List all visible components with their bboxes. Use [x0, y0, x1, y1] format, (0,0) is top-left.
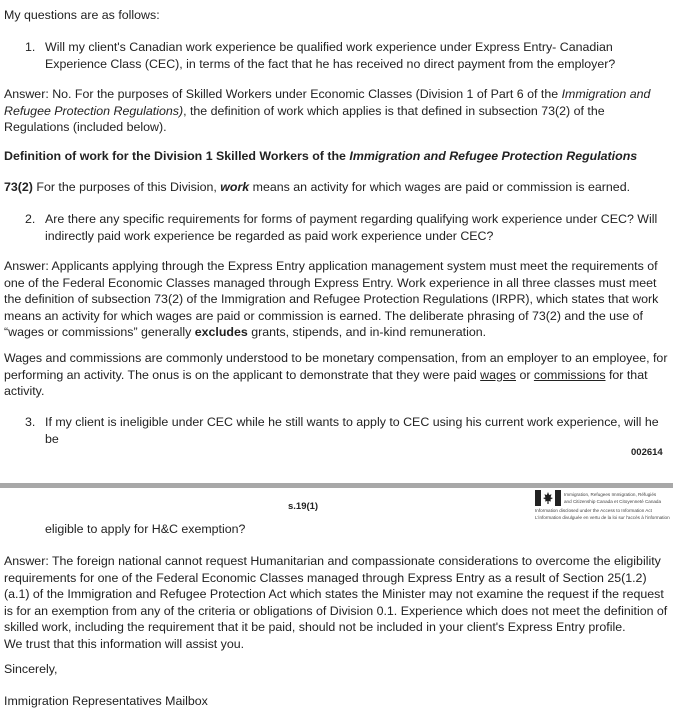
canada-flag-icon [535, 490, 561, 506]
answer-3-text: Answer: The foreign national cannot request Humanitarian and compassionate considerations to overcome the eligibility requirements for one of the Federal Economic Classes managed through Express Entry as a result of Section 25(1.2)(a.1) of the Immigration and Refugee Protection Act which states the Minister may not examine the request if the request is for an exemption from any of the criteria or obligations of Division 0.1. Experience which does not meet the definition of skilled work, including the requirement that it be paid, should not be included in your client's Express Entry profile. [4, 554, 668, 634]
disclosure-line-2: L'information divulguée en vertu de la loi sur l'accès à l'information [535, 515, 670, 520]
question-1-number: 1. [25, 40, 36, 54]
wages-underlined: wages [480, 367, 516, 382]
answer-1-regulation-name: Immigration and Refugee Protection Regulations) [4, 87, 651, 118]
trust-line: We trust that this information will assist you. [4, 636, 245, 651]
wages-text: Wages and commissions are commonly understood to be monetary compensation, from an employer to an employee, for performing an activity. The onus is on the applicant to demonstrate that they were paid [4, 351, 668, 382]
definition-heading-text: Definition of work for the Division 1 Skilled Workers of the [4, 149, 350, 163]
answer-1 [4, 86, 668, 136]
definition-heading-regulation: Immigration and Refugee Protection Regulations [349, 149, 638, 163]
question-1-text: Will my client's Canadian work experience be qualified work experience under Express Entry- Canadian Experience Class (CEC), in terms of the fact that he has received no direct payment from the employer? [45, 40, 616, 71]
page-number: 002614 [631, 447, 663, 458]
answer-2-text-end: grants, stipends, and in-kind remuneration. [247, 325, 487, 339]
question-2 [25, 211, 665, 244]
section-number: 73(2) [4, 180, 33, 194]
question-3-continued: eligible to apply for H&C exemption? [45, 522, 246, 536]
disclosure-line-1: Information disclosed under the Access to Information Act [535, 508, 652, 513]
answer-1-text-end: , the definition of work which applies is that defined in subsection 73(2) of the Regulations (included below). [4, 103, 605, 134]
wages-paragraph [4, 350, 668, 400]
wages-end: for that activity. [4, 367, 648, 398]
section-stamp: s.19(1) [288, 501, 319, 512]
commissions-underlined: commissions [533, 367, 606, 382]
definition-heading [4, 148, 668, 165]
answer-2-text: Answer: Applicants applying through the Express Entry application management system must meet the requirements of one of the Federal Economic Classes managed through Express Entry. Work experience in all three classes must meet the definition of subsection 73(2) of the Immigration and Refugee Protection Regulations (IRPR), which states that work means an activity for which wages are paid or commission is earned. The deliberate phrasing of 73(2) and the use of “wages or commissions” generally [4, 259, 659, 339]
answer-1-text: Answer: No. For the purposes of Skilled Workers under Economic Classes (Division 1 of Part 6 of the [4, 87, 562, 101]
question-2-number: 2. [25, 212, 36, 226]
question-1 [25, 39, 665, 72]
question-3 [25, 414, 665, 447]
definition-term: work [220, 180, 250, 194]
government-logo [535, 490, 673, 524]
wages-mid: or [516, 367, 534, 382]
signature: Immigration Representatives Mailbox [4, 694, 208, 708]
logo-line-1: Immigration, Refugees Immigration, Réfugiés [564, 492, 657, 497]
answer-3 [4, 553, 668, 652]
definition-body-end: means an activity for which wages are paid or commission is earned. [249, 180, 631, 194]
question-2-text: Are there any specific requirements for forms of payment regarding qualifying work experience under CEC? Will indirectly paid work experience be regarded as paid work experience under CEC? [45, 212, 658, 243]
page-divider [0, 483, 673, 488]
intro-text: My questions are as follows: [4, 8, 160, 22]
answer-2 [4, 258, 668, 341]
definition-body [4, 179, 668, 196]
answer-2-bold: excludes [194, 325, 248, 339]
question-3-text: If my client is ineligible under CEC while he still wants to apply to CEC using his current work experience, will he be [45, 415, 659, 446]
question-3-number: 3. [25, 415, 36, 429]
logo-line-2: and Citizenship Canada et Citoyenneté Canada [564, 499, 662, 504]
definition-body-text: For the purposes of this Division, [32, 180, 221, 194]
closing: Sincerely, [4, 662, 58, 676]
